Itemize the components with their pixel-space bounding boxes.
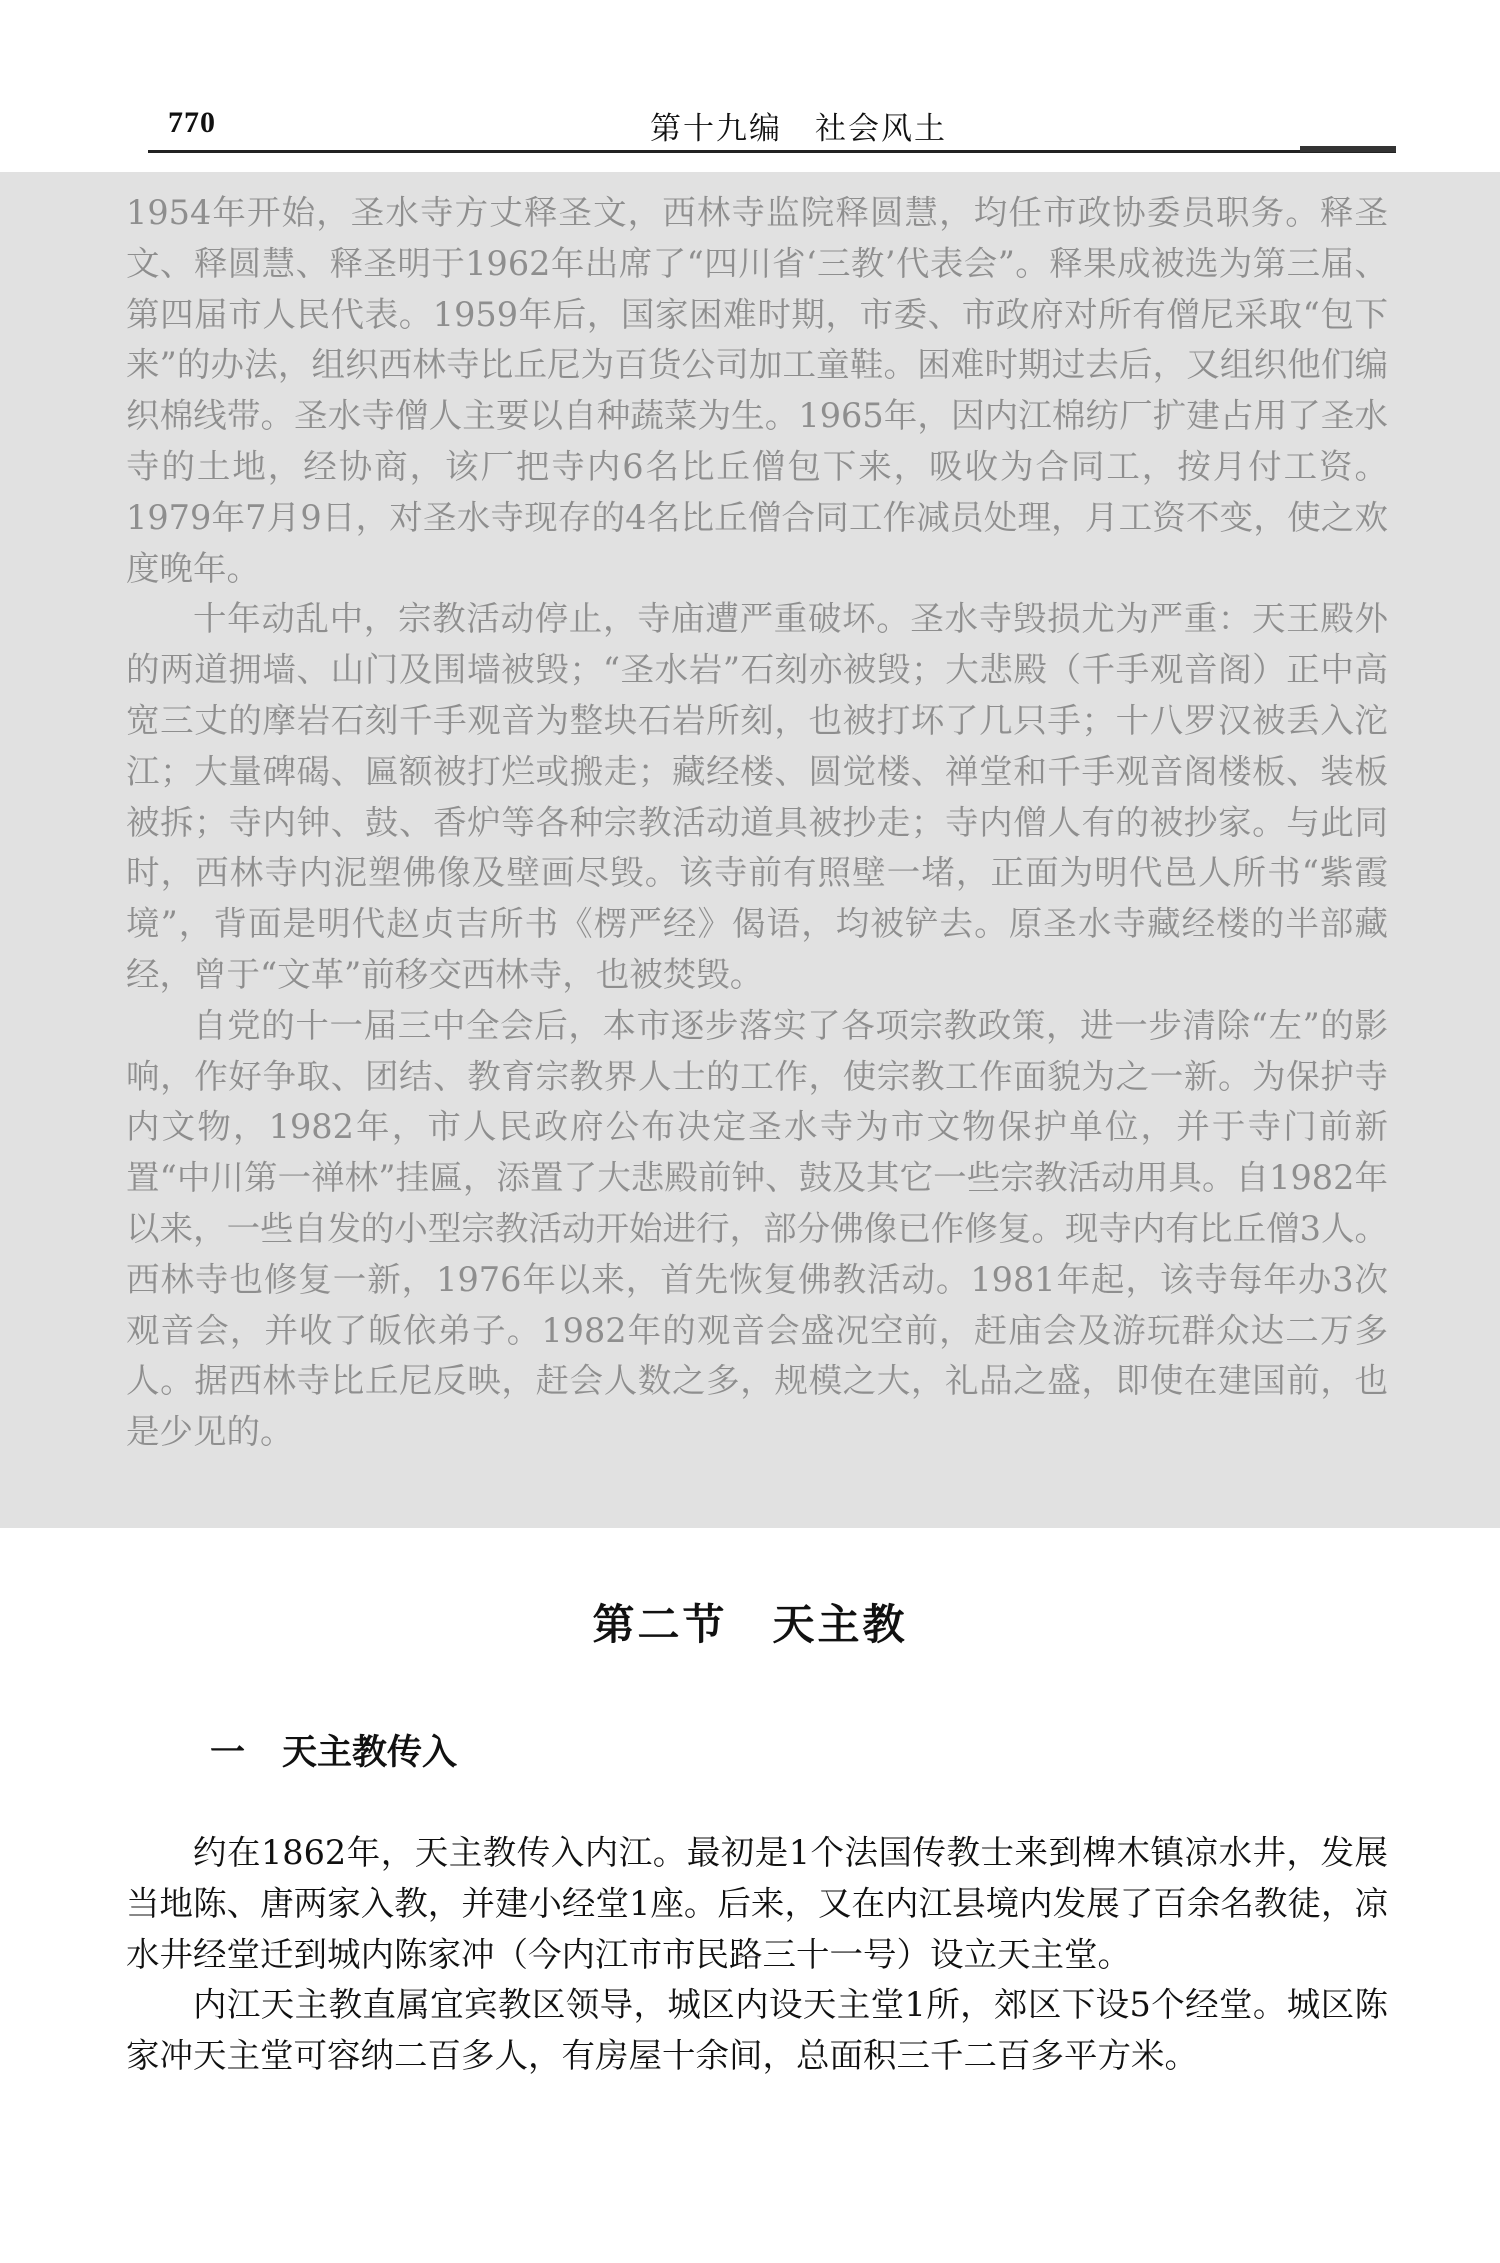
faded-paragraph: 1954年开始，圣水寺方丈释圣文，西林寺监院释圆慧，均任市政协委员职务。释圣文、释圆慧、释圣明于1962年出席了“四川省‘三教’代表会”。释果成被选为第三届、第四届市人民代表。1959年后，国家困难时期，市委、市政府对所有僧尼采取“包下来”的办法，组织西林寺比丘尼为百货公司加工童鞋。困难时期过去后，又组织他们编织棉线带。圣水寺僧人主要以自种蔬菜为生。1965年，因内江棉纺厂扩建占用了圣水寺的土地，经协商，该厂把寺内6名比丘僧包下来，吸收为合同工，按月付工资。1979年7月9日，对圣水寺现存的4名比丘僧合同工作减员处理，月工资不变，使之欢度晚年。 bbox=[126, 193, 1388, 588]
page-header bbox=[0, 0, 1500, 160]
page-number: 770 bbox=[168, 106, 216, 139]
section-title: 第二节 天主教 bbox=[592, 1600, 908, 1649]
body-paragraph: 内江天主教直属宜宾教区领导，城区内设天主堂1所，郊区下设5个经堂。城区陈家冲天主堂可容纳二百多人，有房屋十余间，总面积三千二百多平方米。 bbox=[126, 1985, 1388, 2076]
body-paragraph: 约在1862年，天主教传入内江。最初是1个法国传教士来到椑木镇凉水井，发展当地陈、唐两家入教，并建小经堂1座。后来，又在内江县境内发展了百余名教徒，凉水井经堂迁到城内陈家冲（今内江市市民路三十一号）设立天主堂。 bbox=[126, 1833, 1388, 1974]
subsection-title: 天主教传入 bbox=[282, 1733, 458, 1773]
body-text-block bbox=[126, 1828, 1388, 2082]
header-rule-accent bbox=[1300, 146, 1396, 152]
header-rule bbox=[148, 150, 1396, 153]
running-title: 第十九编 社会风土 bbox=[650, 111, 947, 147]
faded-paragraph: 十年动乱中，宗教活动停止，寺庙遭严重破坏。圣水寺毁损尤为严重：天王殿外的两道拥墙、山门及围墙被毁；“圣水岩”石刻亦被毁；大悲殿（千手观音阁）正中高宽三丈的摩岩石刻千手观音为整块石岩所刻，也被打坏了几只手；十八罗汉被丢入沱江；大量碑碣、匾额被打烂或搬走；藏经楼、圆觉楼、禅堂和千手观音阁楼板、装板被拆；寺内钟、鼓、香炉等各种宗教活动道具被抄走；寺内僧人有的被抄家。与此同时，西林寺内泥塑佛像及壁画尽毁。该寺前有照壁一堵，正面为明代邑人所书“紫霞境”，背面是明代赵贞吉所书《楞严经》偈语，均被铲去。原圣水寺藏经楼的半部藏经，曾于“文革”前移交西林寺，也被焚毁。 bbox=[126, 599, 1388, 994]
subsection-heading bbox=[210, 1725, 457, 1775]
subsection-number: 一 bbox=[210, 1733, 246, 1773]
faded-text-block bbox=[126, 188, 1388, 1458]
faded-paragraph: 自党的十一届三中全会后，本市逐步落实了各项宗教政策，进一步清除“左”的影响，作好争取、团结、教育宗教界人士的工作，使宗教工作面貌为之一新。为保护寺内文物，1982年，市人民政府公布决定圣水寺为市文物保护单位，并于寺门前新置“中川第一禅林”挂匾，添置了大悲殿前钟、鼓及其它一些宗教活动用具。自1982年以来，一些自发的小型宗教活动开始进行，部分佛像已作修复。现寺内有比丘僧3人。西林寺也修复一新，1976年以来，首先恢复佛教活动。1981年起，该寺每年办3次观音会，并收了皈依弟子。1982年的观音会盛况空前，赶庙会及游玩群众达二万多人。据西林寺比丘尼反映，赶会人数之多，规模之大，礼品之盛，即使在建国前，也是少见的。 bbox=[126, 1005, 1388, 1452]
